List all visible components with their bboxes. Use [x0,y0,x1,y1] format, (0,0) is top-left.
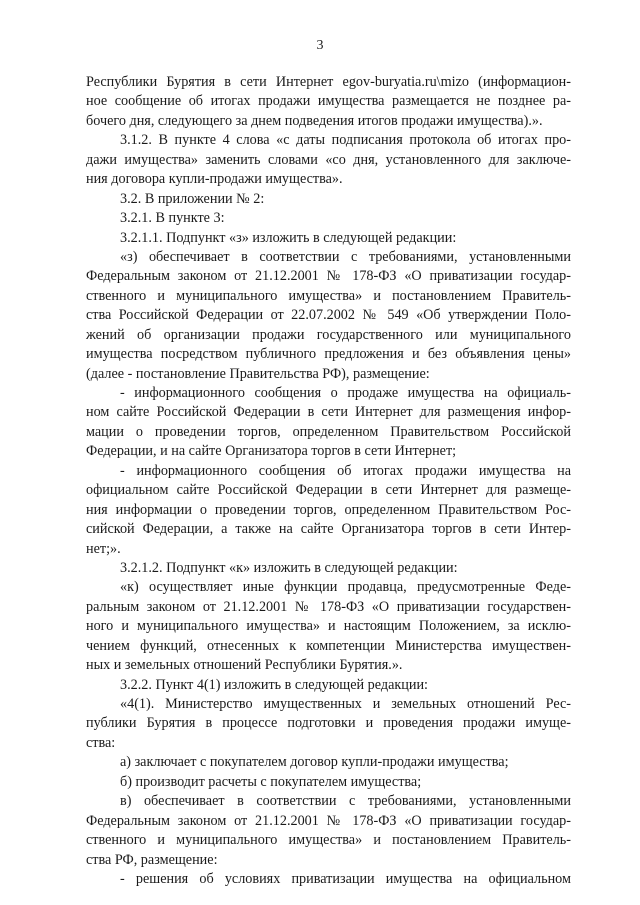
text-line: 3.1.2. В пункте 4 слова «с даты подписания протокола об итогах про- [120,132,571,149]
text-line: официальном сайте Российской Федерации в сети Интернет для размеще- [86,482,571,499]
text-line: дажи имущества» заменить словами «со дня, установленного для заключе- [86,151,571,168]
text-line: нет;». [86,540,121,557]
text-line: Федеральным законом от 21.12.2001 № 178-ФЗ «О приватизации государ- [86,268,571,285]
text-line: ральным законом от 21.12.2001 № 178-ФЗ «О приватизации государствен- [86,598,571,615]
text-line: ния договора купли-продажи имущества». [86,171,343,188]
text-line: «к) осуществляет иные функции продавца, предусмотренные Феде- [120,579,571,596]
text-line: имущества посредством публичного предложения и без объявления цены» [86,346,571,363]
text-line: Республики Бурятия в сети Интернет egov-buryatia.ru\mizo (информацион- [86,74,571,90]
text-line: б) производит расчеты с покупателем имущества; [120,773,422,790]
text-line: - решения об условиях приватизации имущества на официальном [120,870,571,887]
text-line: 3.2.1. В пункте 3: [120,210,225,227]
text-line: публики Бурятия в процессе подготовки и проведения продажи имуще- [86,715,571,732]
text-line: ственного и муниципального имущества» и постановлением Правитель- [86,832,571,849]
text-line: - информационного сообщения о продаже имущества на официаль- [120,385,571,401]
page-number: 3 [316,38,324,53]
text-line: ного и муниципального имущества» и настоящим Положением, за исклю- [86,618,571,635]
text-line: «з) обеспечивает в соответствии с требованиями, установленными [120,248,571,265]
text-line: бочего дня, следующего за днем подведения итогов продажи имущества).». [86,112,543,129]
text-line: чением функций, отнесенных к компетенции Министерства имуществен- [86,637,571,654]
text-line: Федеральным законом от 21.12.2001 № 178-ФЗ «О приватизации государ- [86,812,571,829]
text-line: жений об организации продажи государственного или муниципального [86,326,571,343]
text-line: ства РФ, размещение: [86,851,218,868]
text-line: Федерации, и на сайте Организатора торгов в сети Интернет; [86,443,457,460]
text-line: в) обеспечивает в соответствии с требованиями, установленными [120,793,571,810]
text-line: ства: [86,734,116,751]
text-line: 3.2.2. Пункт 4(1) изложить в следующей редакции: [120,676,429,693]
document-body [86,73,571,889]
text-line: сийской Федерации, а также на сайте Организатора торгов в сети Интер- [86,521,571,538]
text-line: (далее - постановление Правительства РФ), размещение: [86,365,430,382]
text-line: 3.2. В приложении № 2: [120,190,265,207]
text-line: мации о проведении торгов, определенном Правительством Российской [86,423,571,440]
text-line: ственного и муниципального имущества» и постановлением Правитель- [86,287,571,304]
text-line: 3.2.1.2. Подпункт «к» изложить в следующей редакции: [120,559,458,576]
text-line: 3.2.1.1. Подпункт «з» изложить в следующей редакции: [120,229,457,246]
text-line: ства Российской Федерации от 22.07.2002 № 549 «Об утверждении Поло- [86,307,571,324]
text-line: «4(1). Министерство имущественных и земельных отношений Рес- [120,696,571,712]
text-line: ния информации о проведении торгов, определенном Правительством Рос- [86,501,571,518]
text-line: ном сайте Российской Федерации в сети Интернет для размещения инфор- [86,404,571,421]
text-line: - информационного сообщения об итогах продажи имущества на [120,462,571,479]
text-line: ных и земельных отношений Республики Бурятия.». [86,657,403,674]
text-line: ное сообщение об итогах продажи имущества размещается не позднее ра- [86,93,571,110]
text-line: а) заключает с покупателем договор купли-продажи имущества; [120,754,509,771]
